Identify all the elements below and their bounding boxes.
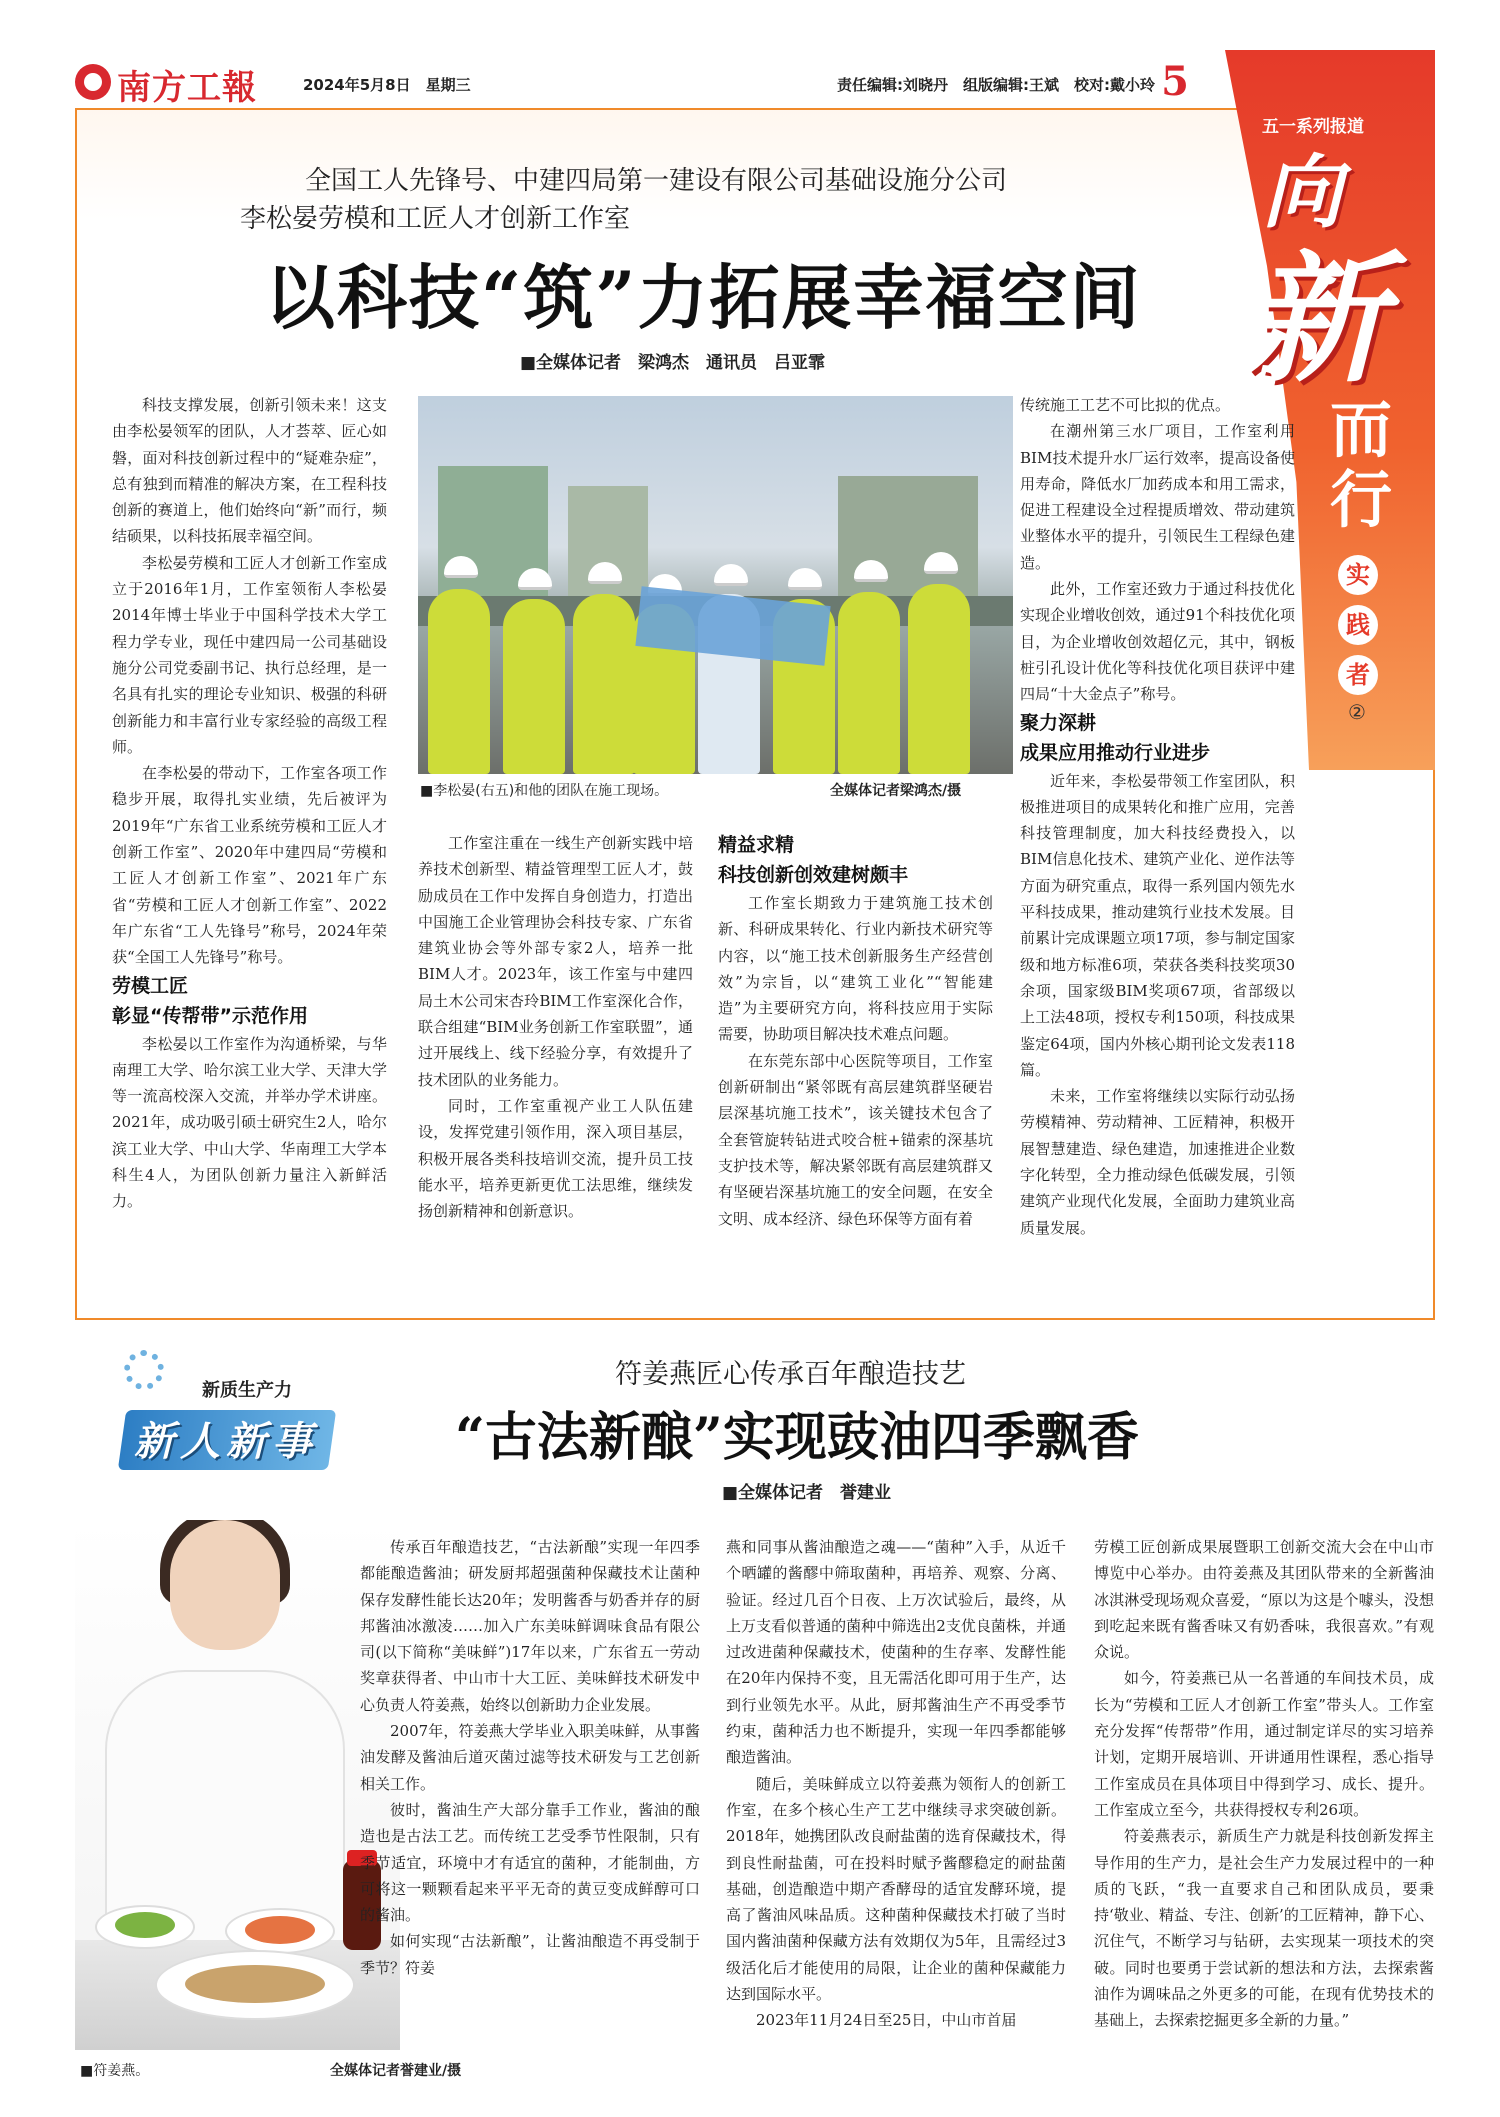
- newspaper-logo: 南方工報: [117, 68, 257, 108]
- article-2-column-2: [726, 1534, 1066, 2094]
- ribbon-char-xiang: 向: [1262, 146, 1342, 239]
- ribbon-char-xing: 行: [1330, 463, 1393, 536]
- paragraph: 未来，工作室将继续以实际行动弘扬劳模精神、劳动精神、工匠精神，积极开展智慧建造、绿色建造，加速推进企业数字化转型，全力推动绿色低碳发展，引领建筑产业现代化发展，全面助力建筑业高质量发展。: [1020, 1087, 1295, 1237]
- article-2-column-1: [360, 1534, 700, 2094]
- ribbon-char-xin: 新: [1245, 239, 1386, 402]
- ribbon-char-er: 而: [1330, 393, 1393, 466]
- article-1-column-4: [1020, 392, 1295, 1302]
- paragraph: 符姜燕表示，新质生产力就是科技创新发挥主导作用的生产力，是社会生产力发展过程中的一种质的飞跃，“我一直要求自己和团队成员，要秉持‘敬业、精益、专注、创新’的工匠精神，静下心、沉住气，不断学习与钻研，去实现某一项技术的突破。同时也要勇于尝试新的想法和方法，去探索酱油作为调味品之外更多的可能，在现有优势技术的基础上，去探索挖掘更多全新的力量。”: [1094, 1827, 1434, 2030]
- article-2-subtitle: 符姜燕匠心传承百年酿造技艺: [615, 1359, 966, 1390]
- masthead: [75, 58, 1215, 108]
- series-label: 五一系列报道: [1262, 117, 1364, 137]
- badge-banner-text: 新人新事: [134, 1419, 318, 1465]
- badge-label: 新质生产力: [202, 1380, 292, 1401]
- paragraph: 2023年11月24日至25日，中山市首届: [756, 2011, 1017, 2030]
- paragraph: 李松晏劳模和工匠人才创新工作室成立于2016年1月，工作室领衔人李松晏2014年博士毕业于中国科学技术大学工程力学专业，现任中建四局一公司基础设施分公司党委副书记、执行总经理，是一名具有扎实的理论专业知识、极强的科研创新能力和丰富行业专家经验的高级工程师。: [112, 553, 387, 756]
- ribbon-circle-zhe: 者: [1338, 655, 1378, 695]
- ribbon-circle-shi: 实: [1338, 555, 1378, 595]
- paragraph: 近年来，李松晏带领工作室团队，积极推进项目的成果转化和推广应用，完善科技管理制度，加大科技经费投入，以BIM信息化技术、建筑产业化、逆作法等方面为研究重点，取得一系列国内领先水平科技成果，推动建筑行业技术发展。目前累计完成课题立项17项，参与制定国家级和地方标准6项，荣获各类科技奖项30余项，国家级BIM奖项67项，省部级以上工法48项，授权专利150项，科技成果鉴定64项，国内外核心期刊论文发表118篇。: [1020, 771, 1295, 1079]
- page-number: 5: [1161, 58, 1189, 105]
- article-1-subtitle-1: 全国工人先锋号、中建四局第一建设有限公司基础设施分公司: [305, 166, 1008, 196]
- editor-credits: 责任编辑:刘晓丹 组版编辑:王斌 校对:戴小玲: [837, 76, 1155, 94]
- paragraph: 此外，工作室还致力于通过科技优化实现企业增收创效，通过91个科技优化项目，为企业增收创效超亿元，其中，钢板桩引孔设计优化等科技优化项目获评中建四局“十大金点子”称号。: [1020, 580, 1295, 704]
- paragraph: 同时，工作室重视产业工人队伍建设，发挥党建引领作用，深入项目基层，积极开展各类科技培训交流，提升员工技能水平，培养更新更优工法思维，继续发扬创新精神和创新意识。: [418, 1096, 693, 1221]
- article-2-photo: [75, 1520, 400, 2050]
- paragraph: 在东莞东部中心医院等项目，工作室创新研制出“紧邻既有高层建筑群坚硬岩层深基坑施工技术”，该关键技术包含了全套管旋转钻进式咬合桩+锚索的深基坑支护技术等，解决紧邻既有高层建筑群又有坚硬岩深基坑施工的安全问题，在安全文明、成本经济、绿色环保等方面有着: [718, 1051, 993, 1228]
- paragraph: 工作室长期致力于建筑施工技术创新、科研成果转化、行业内新技术研究等内容，以“施工技术创新服务生产经营创效”为宗旨，以“建筑工业化”“智能建造”为主要研究方向，将科技应用于实际需要，协助项目解决技术难点问题。: [718, 894, 993, 1044]
- ribbon-circle-jian: 践: [1338, 605, 1378, 645]
- paragraph: 传统施工工艺不可比拟的优点。: [1020, 396, 1231, 414]
- gear-icon: [124, 1350, 164, 1390]
- paragraph: 彼时，酱油生产大部分靠手工作业，酱油的酿造也是古法工艺。而传统工艺受季节性限制，只有季节适宜，环境中才有适宜的菌种，才能制曲，方可将这一颗颗看起来平平无奇的黄豆变成鲜醇可口的酱油。: [360, 1800, 700, 1925]
- article-2-byline: ■全媒体记者 誉建业: [722, 1483, 892, 1503]
- article-1-photo: [418, 396, 1013, 774]
- newspaper-logo-icon: [75, 64, 111, 100]
- section-heading: 精益求精 科技创新创效建树颇丰: [718, 834, 909, 886]
- article-1-subtitle-2: 李松晏劳模和工匠人才创新工作室: [240, 204, 631, 234]
- article-2-column-3: [1094, 1534, 1434, 2094]
- series-number: ②: [1348, 700, 1366, 724]
- article-1-title: 以科技“筑”力拓展幸福空间: [265, 256, 1142, 339]
- article-1-photo-caption: ■李松晏(右五)和他的团队在施工现场。: [420, 783, 669, 799]
- paragraph: 科技支撑发展，创新引领未来！这支由李松晏领军的团队，人才荟萃、匠心如磐，面对科技创新过程中的“疑难杂症”，总有独到而精准的解决方案，在工程科技创新的赛道上，他们始终向“新”而行，频结硕果，以科技拓展幸福空间。: [112, 396, 387, 546]
- article-1-column-1: [112, 392, 387, 1302]
- paragraph: 李松晏以工作室作为沟通桥梁，与华南理工大学、哈尔滨工业大学、天津大学等一流高校深入交流，并举办学术讲座。2021年，成功吸引硕士研究生2人，哈尔滨工业大学、中山大学、华南理工大学本科生4人，为团队创新力量注入新鲜活力。: [112, 1034, 387, 1211]
- paragraph: 2007年，符姜燕大学毕业入职美味鲜，从事酱油发酵及酱油后道灭菌过滤等技术研发与工艺创新相关工作。: [360, 1722, 700, 1793]
- paragraph: 如何实现“古法新酿”，让酱油酿造不再受制于季节？符姜: [360, 1932, 700, 1977]
- paragraph: 劳模工匠创新成果展暨职工创新交流大会在中山市博览中心举办。由符姜燕及其团队带来的全新酱油冰淇淋受现场观众喜爱，“原以为这是个噱头，没想到吃起来既有酱香味又有奶香味，我很喜欢。”有观众说。: [1094, 1538, 1434, 1662]
- paragraph: 如今，符姜燕已从一名普通的车间技术员，成长为“劳模和工匠人才创新工作室”带头人。工作室充分发挥“传帮带”作用，通过制定详尽的实习培养计划，定期开展培训、开讲通用性课程，悉心指导工作室成员在具体项目中得到学习、成长、提升。工作室成立至今，共获得授权专利26项。: [1094, 1669, 1434, 1819]
- paragraph: 在潮州第三水厂项目，工作室利用BIM技术提升水厂运行效率，提高设备使用寿命，降低水厂加药成本和用工需求，促进工程建设全过程提质增效、带动建筑业整体水平的提升，引领民生工程绿色建造。: [1020, 422, 1295, 572]
- article-2-title: “古法新酿”实现豉油四季飘香: [455, 1407, 1139, 1468]
- new-quality-badge: [112, 1338, 352, 1488]
- paragraph: 燕和同事从酱油酿造之魂——“菌种”入手，从近千个晒罐的酱醪中筛取菌种，再培养、观察、分离、验证。经过几百个日夜、上万次试验后，最终，从上万支看似普通的菌种中筛选出2支优良菌株，并通过改进菌种保藏技术，使菌种的生存率、发酵性能在20年内保持不变，且无需活化即可用于生产，达到行业领先水平。从此，厨邦酱油生产不再受季节约束，菌种活力也不断提升，实现一年四季都能够酿造酱油。: [726, 1538, 1066, 1767]
- paragraph: 工作室注重在一线生产创新实践中培养技术创新型、精益管理型工匠人才，鼓励成员在工作中发挥自身创造力，打造出中国施工企业管理协会科技专家、广东省建筑业协会等外部专家2人，培养一批BIM人才。2023年，该工作室与中建四局土木公司宋杏玲BIM工作室深化合作，联合组建“BIM业务创新工作室联盟”，通过开展线上、线下经验分享，有效提升了技术团队的业务能力。: [418, 834, 693, 1089]
- article-1-column-2: [418, 830, 693, 1300]
- paragraph: 随后，美味鲜成立以符姜燕为领衔人的创新工作室，在多个核心生产工艺中继续寻求突破创新。2018年，她携团队改良耐盐菌的选育保藏技术，得到良性耐盐菌，可在投料时赋予酱醪稳定的耐盐菌基础，创造酿造中期产香酵母的适宜发酵环境，提高了酱油风味品质。这种菌种保藏技术打破了当时国内酱油菌种保藏方法有效期仅为5年，且需经过3级活化后才能使用的局限，让企业的菌种保藏能力达到国际水平。: [726, 1774, 1066, 2004]
- article-1-column-3: [718, 830, 993, 1300]
- article-2-photo-credit: 全媒体记者誉建业/摄: [330, 2063, 462, 2079]
- section-heading: 聚力深耕 成果应用推动行业进步: [1020, 711, 1211, 764]
- article-2-photo-caption: ■符姜燕。: [80, 2063, 150, 2079]
- paragraph: 在李松晏的带动下，工作室各项工作稳步开展，取得扎实业绩，先后被评为2019年“广东省工业系统劳模和工匠人才创新工作室”、2020年中建四局“劳模和工匠人才创新工作室”、2021年广东省“劳模和工匠人才创新工作室”、2022年广东省“工人先锋号”称号，2024年荣获“全国工人先锋号”称号。: [112, 764, 387, 967]
- article-1-photo-credit: 全媒体记者梁鸿杰/摄: [830, 783, 962, 799]
- section-heading: 劳模工匠 彰显“传帮带”示范作用: [112, 974, 308, 1027]
- paragraph: 传承百年酿造技艺，“古法新酿”实现一年四季都能酿造酱油；研发厨邦超强菌种保藏技术让菌种保存发酵性能长达20年；发明酱香与奶香并存的厨邦酱油冰激凌……加入广东美味鲜调味食品有限公司(以下简称“美味鲜”)17年以来，广东省五一劳动奖章获得者、中山市十大工匠、美味鲜技术研发中心负责人符姜燕，始终以创新助力企业发展。: [360, 1538, 700, 1714]
- issue-date: 2024年5月8日 星期三: [303, 76, 471, 94]
- article-1-byline: ■全媒体记者 梁鸿杰 通讯员 吕亚霏: [520, 353, 826, 373]
